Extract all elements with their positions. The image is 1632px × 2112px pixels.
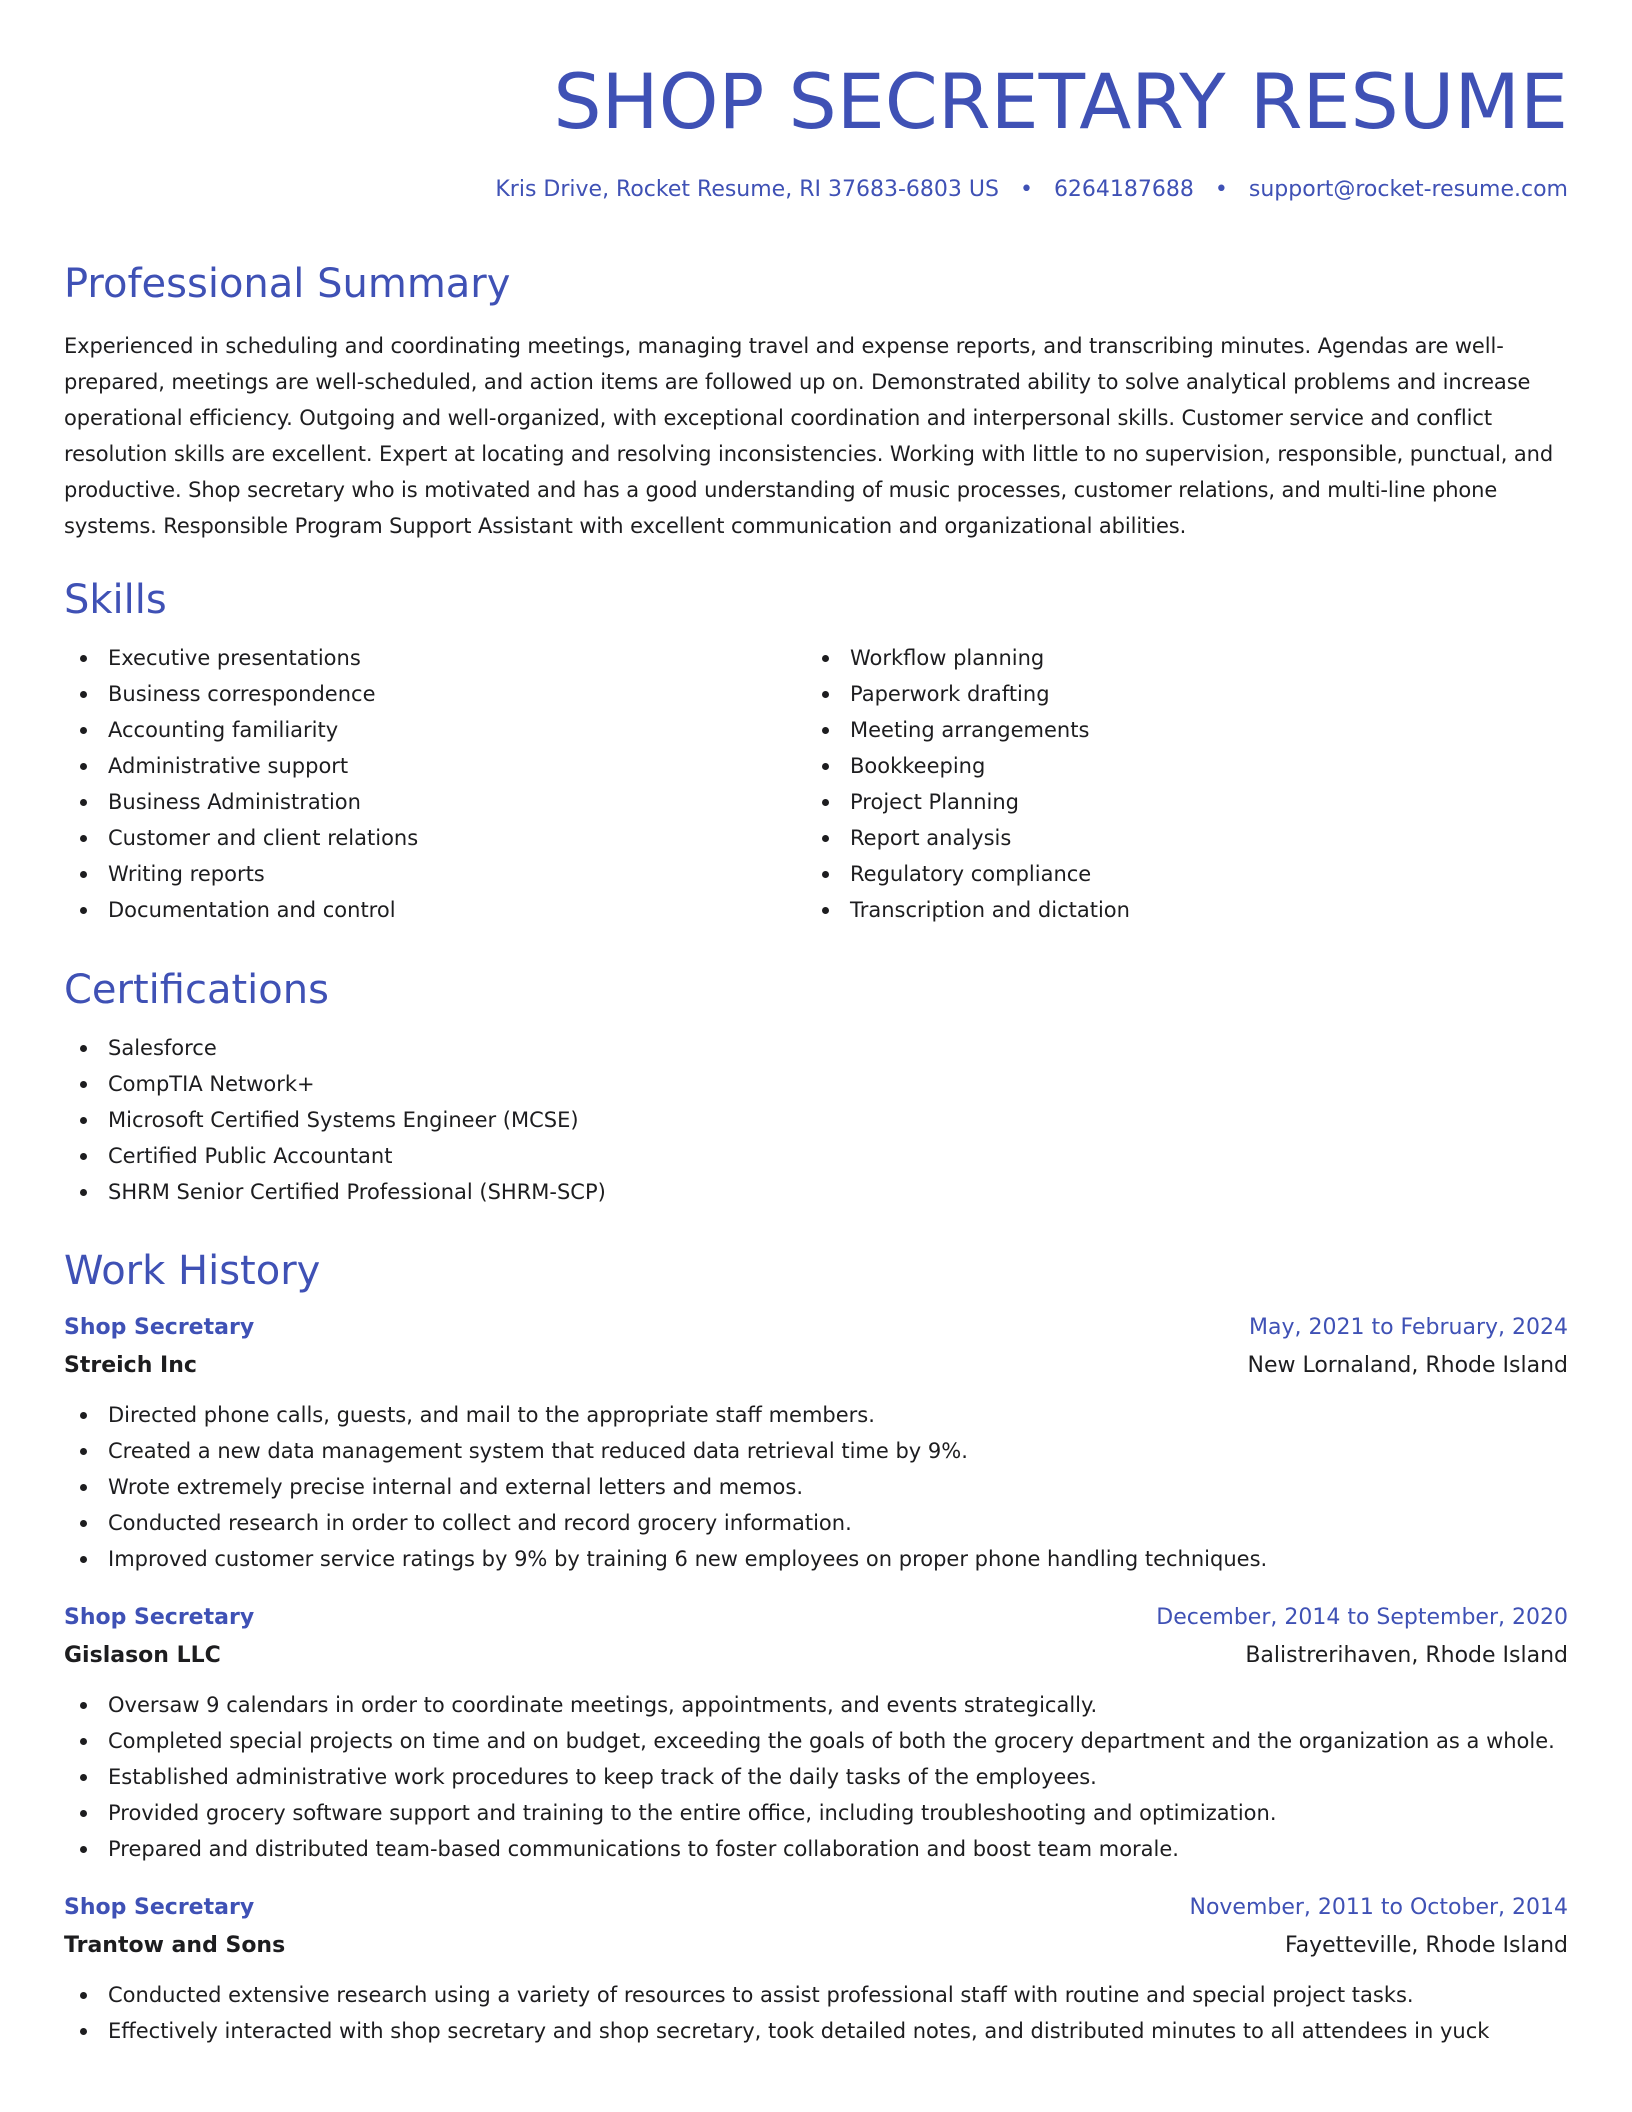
skills-heading: Skills <box>64 577 167 623</box>
bullet-icon <box>822 799 829 806</box>
job-company: Trantow and Sons <box>64 1933 286 1958</box>
skills-grid <box>64 640 1568 928</box>
job-bullet: Oversaw 9 calendars in order to coordinate meetings, appointments, and events strategically. <box>64 1687 1568 1723</box>
skill-item: Executive presentations <box>64 640 806 676</box>
bullet-icon <box>80 1412 87 1419</box>
bullet-icon <box>80 1520 87 1527</box>
bullet-icon <box>80 1081 87 1088</box>
job-bullet: Established administrative work procedures to keep track of the daily tasks of the employees. <box>64 1759 1568 1795</box>
job-bullet: Conducted extensive research using a variety of resources to assist professional staff with routine and special project tasks. <box>64 1977 1568 2013</box>
job-title: Shop Secretary <box>64 1605 255 1630</box>
job-subheader <box>64 1927 1568 1965</box>
job-dates: November, 2011 to October, 2014 <box>1189 1895 1568 1920</box>
skill-item: Transcription and dictation <box>806 892 1548 928</box>
resume-page <box>64 0 1568 2043</box>
job-header <box>64 1599 1568 1637</box>
bullet-icon <box>80 1117 87 1124</box>
job-company: Gislason LLC <box>64 1643 221 1668</box>
skill-item: Documentation and control <box>64 892 806 928</box>
skill-item: Meeting arrangements <box>806 712 1548 748</box>
skill-item: Business Administration <box>64 784 806 820</box>
job-title: Shop Secretary <box>64 1315 255 1340</box>
job-bullet: Improved customer service ratings by 9% by training 6 new employees on proper phone handling techniques. <box>64 1541 1568 1577</box>
job-company: Streich Inc <box>64 1353 197 1378</box>
job-bullets <box>64 1687 1568 1867</box>
job-entry <box>64 1599 1568 1867</box>
job-dates: May, 2021 to February, 2024 <box>1249 1315 1568 1340</box>
skills-column-right <box>806 640 1548 928</box>
bullet-icon <box>822 907 829 914</box>
job-title: Shop Secretary <box>64 1895 255 1920</box>
skill-item: Project Planning <box>806 784 1548 820</box>
bullet-icon <box>80 1738 87 1745</box>
certification-item: CompTIA Network+ <box>64 1066 606 1102</box>
job-dates: December, 2014 to September, 2020 <box>1156 1605 1568 1630</box>
skill-item: Administrative support <box>64 748 806 784</box>
job-bullet: Wrote extremely precise internal and external letters and memos. <box>64 1469 1568 1505</box>
work-history-heading: Work History <box>64 1248 321 1294</box>
bullet-icon <box>822 727 829 734</box>
work-history-section <box>64 1245 1568 2049</box>
bullet-icon <box>80 835 87 842</box>
bullet-icon <box>80 871 87 878</box>
job-bullet: Created a new data management system that reduced data retrieval time by 9%. <box>64 1433 1568 1469</box>
bullet-icon <box>822 691 829 698</box>
bullet-icon <box>80 907 87 914</box>
bullet-icon <box>80 691 87 698</box>
certification-item: Microsoft Certified Systems Engineer (MCSE) <box>64 1102 606 1138</box>
job-bullet: Provided grocery software support and training to the entire office, including troubleshooting and optimization. <box>64 1795 1568 1831</box>
bullet-icon <box>80 799 87 806</box>
contact-phone: 6264187688 <box>1053 177 1194 202</box>
summary-heading: Professional Summary <box>64 261 511 307</box>
skill-item: Writing reports <box>64 856 806 892</box>
bullet-icon <box>822 763 829 770</box>
bullet-icon <box>822 871 829 878</box>
skill-item: Business correspondence <box>64 676 806 712</box>
skills-column-left <box>64 640 806 928</box>
contact-separator: • <box>1214 177 1228 202</box>
job-subheader <box>64 1637 1568 1675</box>
contact-line <box>64 174 1568 206</box>
job-bullet: Effectively interacted with shop secretary and shop secretary, took detailed notes, and distributed minutes to all attendees in yuck <box>64 2013 1568 2049</box>
certification-item: Salesforce <box>64 1030 606 1066</box>
skill-item: Accounting familiarity <box>64 712 806 748</box>
resume-title: SHOP SECRETARY RESUME <box>553 57 1568 146</box>
job-bullets <box>64 1977 1568 2049</box>
job-header <box>64 1309 1568 1347</box>
skill-item: Bookkeeping <box>806 748 1548 784</box>
skills-section <box>64 574 1568 928</box>
contact-email: support@rocket-resume.com <box>1248 177 1568 202</box>
certifications-list <box>64 1030 606 1210</box>
job-bullets <box>64 1397 1568 1577</box>
job-location: Fayetteville, Rhode Island <box>1285 1933 1568 1958</box>
skill-item: Regulatory compliance <box>806 856 1548 892</box>
job-bullet: Prepared and distributed team-based communications to foster collaboration and boost team morale. <box>64 1831 1568 1867</box>
skill-item: Customer and client relations <box>64 820 806 856</box>
bullet-icon <box>80 1153 87 1160</box>
bullet-icon <box>80 1810 87 1817</box>
bullet-icon <box>80 1448 87 1455</box>
certifications-heading: Certifications <box>64 967 329 1013</box>
skill-item: Report analysis <box>806 820 1548 856</box>
bullet-icon <box>80 1846 87 1853</box>
bullet-icon <box>80 763 87 770</box>
certification-item: SHRM Senior Certified Professional (SHRM-SCP) <box>64 1174 606 1210</box>
job-bullet: Conducted research in order to collect and record grocery information. <box>64 1505 1568 1541</box>
bullet-icon <box>822 655 829 662</box>
bullet-icon <box>80 1774 87 1781</box>
job-bullet: Directed phone calls, guests, and mail to the appropriate staff members. <box>64 1397 1568 1433</box>
contact-address: Kris Drive, Rocket Resume, RI 37683-6803 US <box>495 177 999 202</box>
job-subheader <box>64 1347 1568 1385</box>
job-entry <box>64 1309 1568 1577</box>
bullet-icon <box>80 655 87 662</box>
summary-section <box>64 258 1568 544</box>
summary-text: Experienced in scheduling and coordinating meetings, managing travel and expense reports, and transcribing minutes. Agendas are well-prepared, meetings are well-scheduled, and action items are followed up on. Demonstrated ability to solve analytical problems and increase operational efficiency. Outgoing and well-organized, with exceptional coordination and interpersonal skills. Customer service and conflict resolution skills are excellent. Expert at locating and resolving inconsistencies. Working with little to no supervision, responsible, punctual, and productive. Shop secretary who is motivated and has a good understanding of music processes, customer relations, and multi-line phone systems. Responsible Program Support Assistant with excellent communication and organizational abilities. <box>64 334 1554 538</box>
bullet-icon <box>80 2028 87 2035</box>
job-entry <box>64 1889 1568 2049</box>
skill-item: Paperwork drafting <box>806 676 1548 712</box>
skill-item: Workflow planning <box>806 640 1548 676</box>
skills-list-left <box>64 640 806 928</box>
bullet-icon <box>80 1045 87 1052</box>
bullet-icon <box>80 1992 87 1999</box>
bullet-icon <box>822 835 829 842</box>
skills-list-right <box>806 640 1548 928</box>
certifications-section <box>64 964 606 1210</box>
job-bullet: Completed special projects on time and on budget, exceeding the goals of both the grocery department and the organization as a whole. <box>64 1723 1568 1759</box>
bullet-icon <box>80 1702 87 1709</box>
bullet-icon <box>80 1484 87 1491</box>
certification-item: Certified Public Accountant <box>64 1138 606 1174</box>
job-header <box>64 1889 1568 1927</box>
contact-separator: • <box>1019 177 1033 202</box>
bullet-icon <box>80 727 87 734</box>
bullet-icon <box>80 1189 87 1196</box>
bullet-icon <box>80 1556 87 1563</box>
job-location: Balistrerihaven, Rhode Island <box>1245 1643 1568 1668</box>
job-location: New Lornaland, Rhode Island <box>1247 1353 1568 1378</box>
